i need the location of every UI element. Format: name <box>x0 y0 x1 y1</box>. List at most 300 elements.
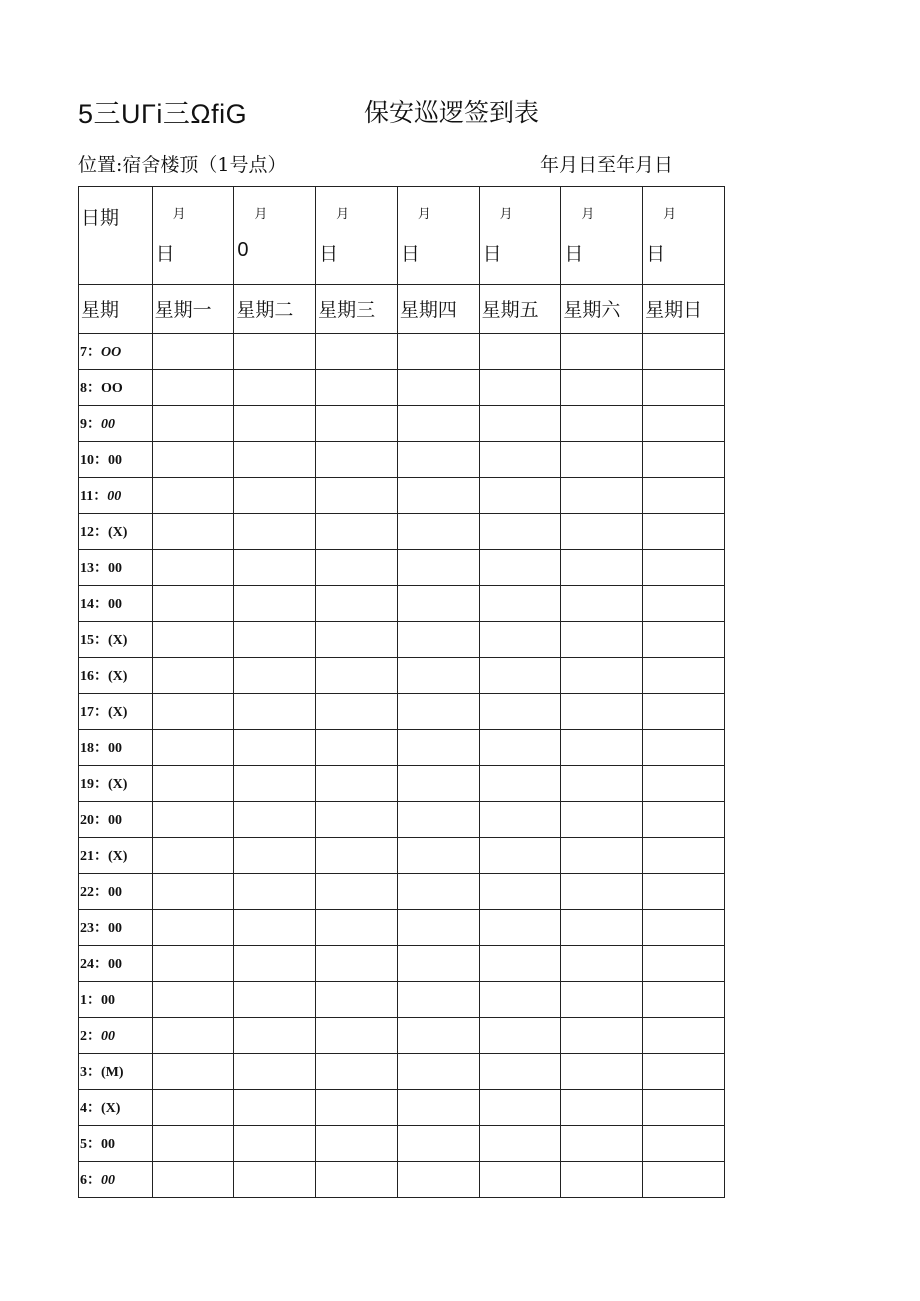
time-cell <box>79 730 153 766</box>
sign-in-cell[interactable] <box>152 982 234 1018</box>
time-cell <box>79 946 153 982</box>
sign-in-cell[interactable] <box>643 802 725 838</box>
time-hour: 6： <box>80 1173 101 1188</box>
sign-in-cell[interactable] <box>152 1090 234 1126</box>
sign-in-cell[interactable] <box>397 1018 479 1054</box>
weekday-name: 星期四 <box>399 299 457 321</box>
sign-in-cell[interactable] <box>561 946 643 982</box>
sign-in-cell[interactable] <box>234 730 316 766</box>
sign-in-cell[interactable] <box>152 334 234 370</box>
sign-in-cell[interactable] <box>561 1054 643 1090</box>
sign-in-cell[interactable] <box>479 514 561 550</box>
time-cell <box>79 622 153 658</box>
date-cell[interactable] <box>479 187 561 285</box>
time-label <box>79 946 152 973</box>
page-title: 保安巡逻签到表 <box>364 98 540 127</box>
sign-in-cell[interactable] <box>479 946 561 982</box>
sign-in-cell[interactable] <box>479 910 561 946</box>
sign-in-cell[interactable] <box>397 730 479 766</box>
sign-in-cell[interactable] <box>316 406 398 442</box>
time-hour: 7： <box>80 345 101 360</box>
time-label <box>79 802 152 829</box>
sign-in-cell[interactable] <box>643 478 725 514</box>
sign-in-cell[interactable] <box>643 514 725 550</box>
time-minute: (X) <box>108 669 128 684</box>
sign-in-cell[interactable] <box>561 1090 643 1126</box>
time-minute: 00 <box>108 561 122 576</box>
sign-in-cell[interactable] <box>234 910 316 946</box>
weekday-name: 星期一 <box>154 299 212 321</box>
time-cell <box>79 1126 153 1162</box>
time-minute: (M) <box>101 1065 124 1080</box>
sign-in-cell[interactable] <box>561 406 643 442</box>
patrol-sign-in-table <box>78 186 725 1198</box>
sign-in-cell[interactable] <box>316 550 398 586</box>
sign-in-cell[interactable] <box>643 622 725 658</box>
sign-in-cell[interactable] <box>316 1054 398 1090</box>
time-hour: 11： <box>80 489 108 504</box>
sign-in-cell[interactable] <box>152 1126 234 1162</box>
date-row <box>79 187 725 285</box>
time-cell <box>79 550 153 586</box>
day-label: 日 <box>482 243 502 265</box>
sign-in-cell[interactable] <box>397 622 479 658</box>
month-label: 月 <box>254 207 268 222</box>
sign-in-cell[interactable] <box>479 478 561 514</box>
time-label <box>79 1018 152 1045</box>
time-row <box>79 1018 725 1054</box>
weekday-name: 星期五 <box>481 299 539 321</box>
time-label <box>79 694 152 721</box>
sign-in-cell[interactable] <box>234 334 316 370</box>
sign-in-cell[interactable] <box>561 658 643 694</box>
time-hour: 10： <box>80 453 108 468</box>
sign-in-cell[interactable] <box>643 334 725 370</box>
sign-in-cell[interactable] <box>152 946 234 982</box>
time-cell <box>79 406 153 442</box>
sign-in-cell[interactable] <box>152 838 234 874</box>
time-minute: 00 <box>101 993 115 1008</box>
day-label: 日 <box>319 243 339 265</box>
sign-in-cell[interactable] <box>316 622 398 658</box>
sign-in-cell[interactable] <box>234 1162 316 1198</box>
sign-in-cell[interactable] <box>561 514 643 550</box>
time-row <box>79 586 725 622</box>
sign-in-cell[interactable] <box>397 1126 479 1162</box>
sign-in-cell[interactable] <box>152 514 234 550</box>
date-label: 日期 <box>81 207 120 229</box>
sign-in-cell[interactable] <box>316 514 398 550</box>
weekday-name: 星期日 <box>645 299 703 321</box>
sign-in-cell[interactable] <box>643 766 725 802</box>
time-minute: 00 <box>101 417 115 432</box>
time-cell <box>79 802 153 838</box>
sign-in-cell[interactable] <box>234 370 316 406</box>
sign-in-cell[interactable] <box>643 406 725 442</box>
time-hour: 5： <box>80 1137 101 1152</box>
sign-in-cell[interactable] <box>234 694 316 730</box>
time-row <box>79 478 725 514</box>
sign-in-cell[interactable] <box>234 766 316 802</box>
sign-in-cell[interactable] <box>397 334 479 370</box>
sign-in-cell[interactable] <box>643 982 725 1018</box>
date-range-label: 年月日至年月日 <box>540 154 674 176</box>
time-minute: 00 <box>101 1029 115 1044</box>
time-hour: 24： <box>80 957 108 972</box>
time-hour: 19： <box>80 777 108 792</box>
sign-in-cell[interactable] <box>316 838 398 874</box>
sign-in-cell[interactable] <box>234 442 316 478</box>
date-cell[interactable] <box>234 187 316 285</box>
time-hour: 8： <box>80 381 101 396</box>
sign-in-cell[interactable] <box>152 1018 234 1054</box>
sign-in-cell[interactable] <box>561 370 643 406</box>
sign-in-cell[interactable] <box>397 766 479 802</box>
sign-in-cell[interactable] <box>234 1090 316 1126</box>
time-row <box>79 406 725 442</box>
sign-in-cell[interactable] <box>561 802 643 838</box>
sign-in-cell[interactable] <box>234 982 316 1018</box>
time-cell <box>79 910 153 946</box>
location-label: 位置:宿舍楼顶（1号点） <box>78 154 287 176</box>
sign-in-cell[interactable] <box>643 1126 725 1162</box>
sign-in-cell[interactable] <box>316 802 398 838</box>
sign-in-cell[interactable] <box>397 478 479 514</box>
day-label: 0 <box>237 239 249 261</box>
time-minute: 00 <box>108 813 122 828</box>
sign-in-cell[interactable] <box>397 982 479 1018</box>
sign-in-cell[interactable] <box>316 478 398 514</box>
month-label: 月 <box>172 207 186 222</box>
sign-in-cell[interactable] <box>479 1054 561 1090</box>
time-hour: 12： <box>80 525 108 540</box>
sign-in-cell[interactable] <box>561 586 643 622</box>
sign-in-cell[interactable] <box>643 370 725 406</box>
sign-in-cell[interactable] <box>561 550 643 586</box>
weekday-cell <box>397 285 479 334</box>
time-cell <box>79 658 153 694</box>
sign-in-cell[interactable] <box>479 838 561 874</box>
sign-in-cell[interactable] <box>397 1162 479 1198</box>
time-hour: 2： <box>80 1029 101 1044</box>
sign-in-cell[interactable] <box>397 874 479 910</box>
sign-in-cell[interactable] <box>316 1126 398 1162</box>
time-cell <box>79 1162 153 1198</box>
time-minute: (X) <box>101 1101 121 1116</box>
sign-in-cell[interactable] <box>152 1054 234 1090</box>
sign-in-cell[interactable] <box>316 982 398 1018</box>
sign-in-cell[interactable] <box>152 550 234 586</box>
month-label: 月 <box>581 207 595 222</box>
time-minute: 00 <box>108 741 122 756</box>
sign-in-cell[interactable] <box>479 694 561 730</box>
sign-in-cell[interactable] <box>643 550 725 586</box>
time-hour: 3： <box>80 1065 101 1080</box>
sign-in-cell[interactable] <box>397 370 479 406</box>
weekday-name: 星期六 <box>563 299 621 321</box>
time-minute: (X) <box>108 849 128 864</box>
sign-in-cell[interactable] <box>152 730 234 766</box>
sign-in-cell[interactable] <box>152 442 234 478</box>
sign-in-cell[interactable] <box>234 550 316 586</box>
sign-in-cell[interactable] <box>397 550 479 586</box>
sign-in-cell[interactable] <box>316 586 398 622</box>
time-minute: (X) <box>108 777 128 792</box>
sign-in-cell[interactable] <box>316 1090 398 1126</box>
time-label <box>79 766 152 793</box>
time-label <box>79 730 152 757</box>
sign-in-cell[interactable] <box>316 910 398 946</box>
sign-in-cell[interactable] <box>316 874 398 910</box>
sign-in-cell[interactable] <box>643 658 725 694</box>
time-label <box>79 406 152 433</box>
sign-in-cell[interactable] <box>643 1054 725 1090</box>
sign-in-cell[interactable] <box>479 1090 561 1126</box>
sign-in-cell[interactable] <box>316 1018 398 1054</box>
weekday-cell <box>643 285 725 334</box>
time-label <box>79 1126 152 1153</box>
time-label <box>79 874 152 901</box>
sign-in-cell[interactable] <box>643 442 725 478</box>
date-cell[interactable] <box>397 187 479 285</box>
time-row <box>79 1090 725 1126</box>
sign-in-cell[interactable] <box>561 442 643 478</box>
day-label: 日 <box>155 243 175 265</box>
time-row <box>79 730 725 766</box>
sign-in-cell[interactable] <box>234 838 316 874</box>
time-row <box>79 442 725 478</box>
sign-in-cell[interactable] <box>479 730 561 766</box>
sign-in-cell[interactable] <box>397 442 479 478</box>
sign-in-cell[interactable] <box>234 622 316 658</box>
month-label: 月 <box>417 207 431 222</box>
time-row <box>79 622 725 658</box>
sign-in-cell[interactable] <box>561 874 643 910</box>
time-hour: 21： <box>80 849 108 864</box>
time-label <box>79 658 152 685</box>
time-cell <box>79 1054 153 1090</box>
date-cell[interactable] <box>643 187 725 285</box>
sign-in-cell[interactable] <box>316 658 398 694</box>
time-minute: (X) <box>108 525 128 540</box>
time-hour: 22： <box>80 885 108 900</box>
sign-in-cell[interactable] <box>152 622 234 658</box>
time-label <box>79 1162 152 1189</box>
sign-in-cell[interactable] <box>397 946 479 982</box>
sign-in-cell[interactable] <box>316 946 398 982</box>
weekday-cell <box>234 285 316 334</box>
sign-in-cell[interactable] <box>234 478 316 514</box>
sign-in-cell[interactable] <box>479 766 561 802</box>
sign-in-cell[interactable] <box>152 766 234 802</box>
time-row <box>79 370 725 406</box>
weekday-name: 星期三 <box>318 299 376 321</box>
month-label: 月 <box>499 207 513 222</box>
sign-in-cell[interactable] <box>234 1126 316 1162</box>
sign-in-cell[interactable] <box>397 802 479 838</box>
sign-in-cell[interactable] <box>316 766 398 802</box>
sign-in-cell[interactable] <box>316 1162 398 1198</box>
sign-in-cell[interactable] <box>561 730 643 766</box>
sign-in-cell[interactable] <box>152 694 234 730</box>
time-hour: 15： <box>80 633 108 648</box>
sign-in-cell[interactable] <box>152 802 234 838</box>
sign-in-cell[interactable] <box>479 1018 561 1054</box>
sign-in-cell[interactable] <box>561 1162 643 1198</box>
date-cell[interactable] <box>561 187 643 285</box>
sign-in-cell[interactable] <box>479 442 561 478</box>
time-label <box>79 1090 152 1117</box>
time-hour: 20： <box>80 813 108 828</box>
sign-in-cell[interactable] <box>643 1162 725 1198</box>
sign-in-cell[interactable] <box>316 370 398 406</box>
sign-in-cell[interactable] <box>397 514 479 550</box>
time-cell <box>79 982 153 1018</box>
sign-in-cell[interactable] <box>643 694 725 730</box>
sign-in-cell[interactable] <box>397 406 479 442</box>
time-row <box>79 694 725 730</box>
sign-in-cell[interactable] <box>643 1090 725 1126</box>
time-cell <box>79 838 153 874</box>
sign-in-cell[interactable] <box>643 838 725 874</box>
time-minute: 00 <box>108 921 122 936</box>
sign-in-cell[interactable] <box>316 334 398 370</box>
time-hour: 23： <box>80 921 108 936</box>
time-label <box>79 1054 152 1081</box>
sign-in-cell[interactable] <box>479 658 561 694</box>
sign-in-cell[interactable] <box>397 910 479 946</box>
time-cell <box>79 586 153 622</box>
date-cell[interactable] <box>152 187 234 285</box>
day-label: 日 <box>564 243 584 265</box>
time-cell <box>79 694 153 730</box>
sign-in-cell[interactable] <box>234 514 316 550</box>
time-minute: (X) <box>108 705 128 720</box>
time-minute: 00 <box>101 1173 115 1188</box>
sign-in-cell[interactable] <box>561 838 643 874</box>
sign-in-cell[interactable] <box>152 586 234 622</box>
sign-in-cell[interactable] <box>643 1018 725 1054</box>
month-label: 月 <box>663 207 677 222</box>
date-cell[interactable] <box>316 187 398 285</box>
time-minute: OO <box>101 345 122 360</box>
sign-in-cell[interactable] <box>479 334 561 370</box>
day-label: 日 <box>400 243 420 265</box>
sign-in-cell[interactable] <box>234 1018 316 1054</box>
time-row <box>79 658 725 694</box>
month-label: 月 <box>336 207 350 222</box>
sign-in-cell[interactable] <box>561 910 643 946</box>
sign-in-cell[interactable] <box>316 694 398 730</box>
time-label <box>79 334 152 361</box>
sign-in-cell[interactable] <box>561 982 643 1018</box>
sign-in-cell[interactable] <box>152 478 234 514</box>
sign-in-cell[interactable] <box>561 334 643 370</box>
sign-in-cell[interactable] <box>397 838 479 874</box>
sign-in-cell[interactable] <box>643 946 725 982</box>
sign-in-cell[interactable] <box>643 910 725 946</box>
sign-in-cell[interactable] <box>234 946 316 982</box>
sign-in-cell[interactable] <box>479 1162 561 1198</box>
sign-in-cell[interactable] <box>479 874 561 910</box>
sign-in-cell[interactable] <box>397 1090 479 1126</box>
sign-in-cell[interactable] <box>152 874 234 910</box>
time-label <box>79 370 152 397</box>
sign-in-cell[interactable] <box>234 874 316 910</box>
time-label <box>79 442 152 469</box>
sign-in-cell[interactable] <box>234 658 316 694</box>
document-code: 5三UΓi三ΩfiG <box>78 99 248 129</box>
sign-in-cell[interactable] <box>234 1054 316 1090</box>
sign-in-cell[interactable] <box>397 1054 479 1090</box>
sign-in-cell[interactable] <box>643 730 725 766</box>
time-hour: 1： <box>80 993 101 1008</box>
time-label <box>79 982 152 1009</box>
sign-in-cell[interactable] <box>561 622 643 658</box>
weekday-cell <box>561 285 643 334</box>
sign-in-cell[interactable] <box>152 406 234 442</box>
sign-in-cell[interactable] <box>397 694 479 730</box>
sign-in-cell[interactable] <box>234 586 316 622</box>
time-cell <box>79 874 153 910</box>
time-cell <box>79 766 153 802</box>
sign-in-cell[interactable] <box>234 406 316 442</box>
sign-in-cell[interactable] <box>152 370 234 406</box>
time-row <box>79 334 725 370</box>
sign-in-cell[interactable] <box>479 370 561 406</box>
sign-in-cell[interactable] <box>479 550 561 586</box>
date-header-cell <box>79 187 153 285</box>
sign-in-cell[interactable] <box>479 406 561 442</box>
sign-in-cell[interactable] <box>479 1126 561 1162</box>
weekday-cell <box>316 285 398 334</box>
time-minute: 00 <box>108 453 122 468</box>
time-row <box>79 874 725 910</box>
sign-in-cell[interactable] <box>479 622 561 658</box>
sign-in-cell[interactable] <box>397 658 479 694</box>
sign-in-cell[interactable] <box>561 694 643 730</box>
sign-in-cell[interactable] <box>479 982 561 1018</box>
sign-in-cell[interactable] <box>561 766 643 802</box>
time-hour: 4： <box>80 1101 101 1116</box>
time-row <box>79 838 725 874</box>
time-minute: 00 <box>108 885 122 900</box>
time-minute: 00 <box>108 957 122 972</box>
sign-in-cell[interactable] <box>479 802 561 838</box>
time-minute: 00 <box>107 489 122 504</box>
sign-in-cell[interactable] <box>561 1018 643 1054</box>
time-cell <box>79 478 153 514</box>
sign-in-cell[interactable] <box>643 874 725 910</box>
sign-in-cell[interactable] <box>561 478 643 514</box>
sign-in-cell[interactable] <box>561 1126 643 1162</box>
time-hour: 13： <box>80 561 108 576</box>
time-cell <box>79 442 153 478</box>
sign-in-cell[interactable] <box>316 442 398 478</box>
time-minute: 00 <box>101 1137 115 1152</box>
time-label <box>79 478 152 505</box>
sign-in-cell[interactable] <box>234 802 316 838</box>
sign-in-cell[interactable] <box>316 730 398 766</box>
sign-in-cell[interactable] <box>152 910 234 946</box>
weekday-header-cell <box>79 285 153 334</box>
sign-in-cell[interactable] <box>152 658 234 694</box>
sign-in-cell[interactable] <box>643 586 725 622</box>
sign-in-cell[interactable] <box>152 1162 234 1198</box>
sign-in-cell[interactable] <box>397 586 479 622</box>
time-hour: 17： <box>80 705 108 720</box>
sign-in-cell[interactable] <box>479 586 561 622</box>
